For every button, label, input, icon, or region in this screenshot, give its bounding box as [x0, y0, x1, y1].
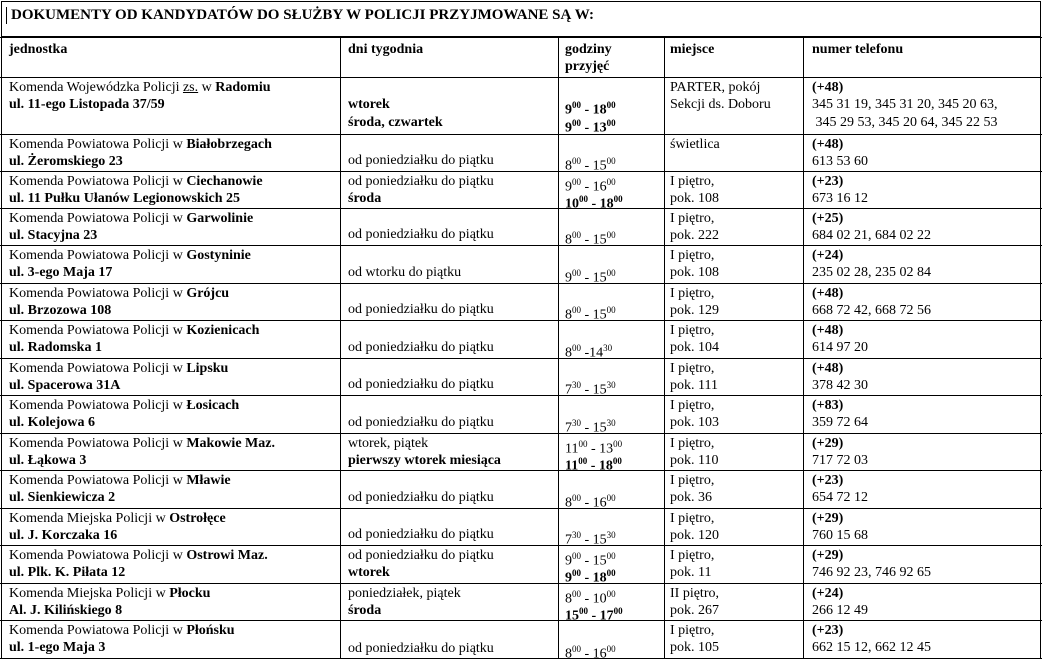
hours-from: 8	[565, 495, 572, 511]
reception-days: od poniedziałku do piątku	[348, 153, 494, 168]
hours-from-minutes: 00	[572, 589, 581, 599]
phone-area-code: (+48)	[812, 137, 844, 152]
reception-place: I piętro,	[670, 174, 715, 189]
hours-from: 8	[565, 646, 572, 659]
row-divider	[0, 508, 1042, 509]
reception-place: I piętro,	[670, 436, 715, 451]
header-unit: jednostka	[9, 42, 68, 57]
unit-type: Komenda Powiatowa Policji w	[9, 137, 187, 152]
reception-days: środa	[348, 603, 382, 618]
column-divider	[1040, 37, 1041, 659]
reception-place: I piętro,	[670, 323, 715, 338]
reception-hours	[565, 190, 623, 214]
hours-to-minutes: 00	[606, 230, 616, 240]
hours-separator: -	[587, 441, 600, 457]
phone-area-code: (+25)	[812, 211, 844, 226]
hours-separator: -	[588, 608, 600, 624]
hours-from-minutes: 30	[572, 380, 581, 390]
phone-numbers: 746 92 23, 746 92 65	[812, 565, 931, 580]
row-divider	[0, 583, 1042, 584]
reception-days: od poniedziałku do piątku	[348, 227, 494, 242]
hours-separator: -	[581, 345, 590, 361]
hours-to: 15	[592, 553, 607, 569]
hours-to-minutes: 00	[613, 194, 623, 204]
unit-address: ul. Spacerowa 31A	[9, 378, 121, 393]
unit-type: Komenda Powiatowa Policji w	[9, 174, 187, 189]
phone-numbers: 654 72 12	[812, 490, 868, 505]
reception-days: od poniedziałku do piątku	[348, 340, 494, 355]
unit-name	[9, 79, 271, 97]
reception-days: od poniedziałku do piątku	[348, 302, 494, 317]
reception-days: wtorek, piątek	[348, 436, 429, 451]
reception-days: środa	[348, 191, 382, 206]
unit-address: ul. Kolejowa 6	[9, 415, 95, 430]
reception-place: I piętro,	[670, 548, 715, 563]
hours-to: 15	[592, 382, 607, 398]
unit-address: ul. Plk. K. Piłata 12	[9, 565, 126, 580]
unit-type: Komenda Wojewódzka Policji	[9, 80, 183, 95]
hours-separator: -	[581, 232, 593, 248]
hours-from-minutes: 00	[578, 439, 588, 449]
row-divider	[0, 395, 1042, 396]
hours-separator: -	[588, 196, 600, 212]
hours-to: 15	[592, 270, 607, 286]
column-divider	[340, 37, 341, 659]
hours-from-minutes: 00	[572, 644, 581, 654]
unit-preposition: w	[198, 80, 216, 95]
hours-to: 16	[592, 646, 607, 659]
unit-city: Płońsku	[186, 623, 235, 638]
hours-to: 18	[599, 196, 614, 212]
reception-place: Sekcji ds. Doboru	[670, 97, 771, 112]
reception-place: pok. 103	[670, 415, 719, 430]
hours-from-minutes: 00	[572, 100, 581, 110]
unit-name	[9, 435, 275, 453]
column-divider	[664, 37, 665, 659]
hours-to-minutes: 00	[606, 177, 616, 187]
unit-type: Komenda Powiatowa Policji w	[9, 473, 187, 488]
phone-area-code: (+23)	[812, 473, 844, 488]
reception-place: II piętro,	[670, 586, 719, 601]
hours-from: 7	[565, 532, 572, 548]
phone-numbers: 613 53 60	[812, 154, 868, 169]
unit-name	[9, 510, 226, 528]
phone-area-code: (+83)	[812, 398, 844, 413]
hours-to-minutes: 00	[613, 439, 623, 449]
row-divider	[0, 37, 1042, 38]
unit-city: Makowie Maz.	[186, 436, 275, 451]
reception-hours	[565, 376, 616, 400]
hours-to-minutes: 00	[606, 156, 616, 166]
reception-days: wtorek	[348, 97, 390, 112]
unit-name	[9, 547, 268, 565]
unit-address: ul. 11 Pułku Ułanów Legionowskich 25	[9, 191, 241, 206]
hours-from-minutes: 00	[572, 156, 581, 166]
unit-city: Ostrowi Maz.	[186, 548, 268, 563]
hours-separator: -	[581, 532, 593, 548]
hours-from: 8	[565, 307, 572, 323]
unit-city: Kozienicach	[186, 323, 260, 338]
unit-address: ul. Żeromskiego 23	[9, 154, 123, 169]
phone-numbers: 345 31 19, 345 31 20, 345 20 63,	[812, 97, 998, 112]
reception-hours	[565, 264, 616, 288]
hours-from-minutes: 00	[572, 493, 581, 503]
row-divider	[0, 545, 1042, 546]
hours-separator: -	[581, 570, 593, 586]
hours-to: 15	[592, 307, 607, 323]
hours-to: 13	[599, 441, 614, 457]
unit-name	[9, 322, 259, 340]
hours-to: 15	[592, 158, 607, 174]
reception-place: pok. 108	[670, 265, 719, 280]
phone-area-code: (+23)	[812, 623, 844, 638]
unit-type: Komenda Powiatowa Policji w	[9, 361, 187, 376]
unit-name	[9, 585, 210, 603]
reception-days: od poniedziałku do piątku	[348, 174, 494, 189]
unit-address: ul. 11-ego Listopada 37/59	[9, 97, 165, 112]
hours-from-minutes: 00	[579, 606, 588, 616]
hours-to-minutes: 30	[606, 418, 616, 428]
reception-place: pok. 267	[670, 603, 719, 618]
row-divider	[0, 245, 1042, 246]
hours-to-minutes: 30	[606, 530, 616, 540]
phone-area-code: (+24)	[812, 248, 844, 263]
unit-address: Al. J. Kilińskiego 8	[9, 603, 123, 618]
reception-days: wtorek	[348, 565, 390, 580]
unit-type: Komenda Powiatowa Policji w	[9, 623, 187, 638]
unit-city: Łosicach	[186, 398, 240, 413]
hours-to: 15	[592, 420, 607, 436]
reception-days: poniedziałek, piątek	[348, 586, 461, 601]
reception-place: I piętro,	[670, 398, 715, 413]
hours-to-minutes: 00	[612, 456, 622, 466]
row-divider	[0, 77, 1042, 78]
hours-from-minutes: 30	[572, 530, 581, 540]
reception-days: od poniedziałku do piątku	[348, 548, 494, 563]
phone-numbers: 345 29 53, 345 20 64, 345 22 53	[812, 115, 998, 130]
reception-days: od poniedziałku do piątku	[348, 641, 494, 656]
unit-city: Ciechanowie	[186, 174, 263, 189]
reception-hours	[565, 226, 616, 250]
hours-to-minutes: 00	[606, 644, 616, 654]
hours-separator: -	[581, 179, 593, 195]
hours-to: 18	[598, 458, 613, 474]
reception-days: środa, czwartek	[348, 115, 443, 130]
phone-numbers: 717 72 03	[812, 453, 868, 468]
unit-city: Białobrzegach	[186, 137, 272, 152]
unit-address: ul. Radomska 1	[9, 340, 102, 355]
hours-from-minutes: 00	[572, 268, 581, 278]
unit-type: Komenda Miejska Policji w	[9, 511, 170, 526]
reception-days: pierwszy wtorek miesiąca	[348, 453, 501, 468]
row-divider	[0, 470, 1042, 471]
reception-place: I piętro,	[670, 511, 715, 526]
hours-from-minutes: 00	[578, 456, 588, 466]
hours-from: 8	[565, 232, 572, 248]
unit-name	[9, 360, 228, 378]
unit-address: ul. 3-ego Maja 17	[9, 265, 113, 280]
unit-type: Komenda Powiatowa Policji w	[9, 323, 187, 338]
reception-place: PARTER, pokój	[670, 80, 761, 95]
reception-days: od poniedziałku do piątku	[348, 527, 494, 542]
hours-from: 8	[565, 158, 572, 174]
row-divider	[0, 358, 1042, 359]
unit-city: Ostrołęce	[169, 511, 226, 526]
hours-to-minutes: 00	[606, 268, 616, 278]
header-days: dni tygodnia	[348, 42, 424, 57]
unit-type: Komenda Powiatowa Policji w	[9, 436, 187, 451]
phone-area-code: (+23)	[812, 174, 844, 189]
row-divider	[0, 620, 1042, 621]
hours-from: 11	[565, 441, 579, 457]
reception-place: pok. 120	[670, 528, 719, 543]
unit-city: Mławie	[186, 473, 231, 488]
hours-from: 8	[565, 591, 572, 607]
hours-from-minutes: 00	[572, 551, 581, 561]
reception-days: od poniedziałku do piątku	[348, 490, 494, 505]
hours-from: 9	[565, 102, 572, 118]
unit-type: Komenda Powiatowa Policji w	[9, 211, 187, 226]
hours-to: 18	[592, 102, 607, 118]
hours-to-minutes: 00	[606, 493, 616, 503]
hours-to: 18	[592, 570, 607, 586]
reception-hours	[565, 452, 622, 476]
hours-from-minutes: 30	[572, 418, 581, 428]
phone-numbers: 266 12 49	[812, 603, 868, 618]
reception-place: pok. 108	[670, 191, 719, 206]
reception-days: od wtorku do piątku	[348, 265, 462, 280]
unit-city: Radomiu	[215, 80, 271, 95]
unit-name	[9, 472, 231, 490]
reception-place: pok. 11	[670, 565, 712, 580]
hours-separator: -	[581, 270, 593, 286]
hours-to-minutes: 00	[606, 100, 616, 110]
unit-address: ul. 1-ego Maja 3	[9, 640, 106, 655]
unit-city: Garwolinie	[186, 211, 254, 226]
hours-to: 13	[592, 120, 607, 136]
unit-city: Grójcu	[186, 286, 230, 301]
column-divider	[803, 37, 804, 659]
phone-numbers: 684 02 21, 684 02 22	[812, 228, 931, 243]
hours-to: 15	[592, 232, 607, 248]
phone-numbers: 668 72 42, 668 72 56	[812, 303, 931, 318]
phone-area-code: (+29)	[812, 436, 844, 451]
reception-place: I piętro,	[670, 211, 715, 226]
row-divider	[0, 134, 1042, 135]
reception-place: pok. 36	[670, 490, 712, 505]
hours-separator: -	[581, 553, 593, 569]
phone-area-code: (+48)	[812, 286, 844, 301]
unit-city: Gostyninie	[186, 248, 251, 263]
reception-place: pok. 110	[670, 453, 719, 468]
header-hours-2: przyjęć	[565, 59, 610, 74]
row-divider	[0, 320, 1042, 321]
reception-hours	[565, 640, 616, 659]
unit-city: Lipsku	[186, 361, 229, 376]
hours-separator: -	[581, 102, 593, 118]
hours-from: 11	[565, 458, 579, 474]
hours-from-minutes: 00	[572, 118, 581, 128]
text-cursor	[6, 7, 7, 24]
reception-hours	[565, 114, 616, 138]
hours-from-minutes: 00	[579, 194, 588, 204]
hours-to: 16	[592, 179, 607, 195]
hours-from: 15	[565, 608, 579, 624]
reception-place: I piętro,	[670, 248, 715, 263]
reception-place: pok. 129	[670, 303, 719, 318]
phone-area-code: (+48)	[812, 361, 844, 376]
unit-type: Komenda Miejska Policji w	[9, 586, 170, 601]
hours-to-minutes: 00	[606, 305, 616, 315]
hours-separator: -	[581, 591, 593, 607]
reception-hours	[565, 489, 616, 513]
hours-separator: -	[581, 307, 593, 323]
phone-numbers: 378 42 30	[812, 378, 868, 393]
hours-separator: -	[581, 158, 593, 174]
reception-place: pok. 111	[670, 378, 718, 393]
unit-name	[9, 173, 263, 191]
hours-from-minutes: 00	[572, 568, 581, 578]
phone-numbers: 614 97 20	[812, 340, 868, 355]
title-box	[1, 1, 1041, 37]
hours-separator: -	[581, 420, 593, 436]
unit-city: Płocku	[169, 586, 211, 601]
phone-numbers: 760 15 68	[812, 528, 868, 543]
document-title: DOKUMENTY OD KANDYDATÓW DO SŁUŻBY W POLICJI PRZYJMOWANE SĄ W:	[11, 7, 594, 23]
hours-from: 10	[565, 196, 579, 212]
unit-type: Komenda Powiatowa Policji w	[9, 286, 187, 301]
row-divider	[0, 171, 1042, 172]
phone-area-code: (+48)	[812, 323, 844, 338]
reception-place: I piętro,	[670, 473, 715, 488]
hours-from-minutes: 00	[572, 177, 581, 187]
unit-type: Komenda Powiatowa Policji w	[9, 398, 187, 413]
unit-address: ul. Sienkiewicza 2	[9, 490, 116, 505]
phone-numbers: 235 02 28, 235 02 84	[812, 265, 931, 280]
reception-place: świetlica	[670, 137, 720, 152]
hours-separator: -	[581, 495, 593, 511]
unit-type: Komenda Powiatowa Policji w	[9, 548, 187, 563]
reception-hours	[565, 339, 612, 363]
unit-name	[9, 136, 272, 154]
phone-area-code: (+29)	[812, 548, 844, 563]
phone-numbers: 662 15 12, 662 12 45	[812, 640, 931, 655]
phone-area-code: (+24)	[812, 586, 844, 601]
unit-address: ul. Stacyjna 23	[9, 228, 98, 243]
unit-name	[9, 247, 251, 265]
hours-separator: -	[581, 120, 593, 136]
hours-from: 9	[565, 570, 572, 586]
hours-separator: -	[587, 458, 599, 474]
unit-type: Komenda Powiatowa Policji w	[9, 248, 187, 263]
hours-from: 9	[565, 270, 572, 286]
phone-area-code: (+29)	[812, 511, 844, 526]
hours-separator: -	[581, 646, 593, 659]
hours-to-minutes: 00	[606, 551, 616, 561]
hours-from: 7	[565, 420, 572, 436]
unit-name	[9, 397, 239, 415]
hours-to-minutes: 00	[613, 606, 623, 616]
hours-to-minutes: 30	[606, 380, 616, 390]
hours-to: 14	[589, 345, 604, 361]
column-divider	[558, 37, 559, 659]
hours-from: 9	[565, 553, 572, 569]
unit-name	[9, 210, 253, 228]
reception-place: I piętro,	[670, 623, 715, 638]
hours-from-minutes: 00	[572, 230, 581, 240]
header-place: miejsce	[670, 42, 715, 57]
row-divider	[0, 433, 1042, 434]
hours-to-minutes: 00	[606, 589, 616, 599]
row-divider	[0, 283, 1042, 284]
unit-address: ul. J. Korczaka 16	[9, 528, 118, 543]
hours-from: 7	[565, 382, 572, 398]
unit-name	[9, 285, 229, 303]
unit-address: ul. Łąkowa 3	[9, 453, 87, 468]
phone-area-code: (+48)	[812, 80, 844, 95]
hours-to: 15	[592, 532, 607, 548]
reception-hours	[565, 301, 616, 325]
hours-to: 16	[592, 495, 607, 511]
reception-days: od poniedziałku do piątku	[348, 377, 494, 392]
reception-days: od poniedziałku do piątku	[348, 415, 494, 430]
unit-name	[9, 622, 235, 640]
reception-place: I piętro,	[670, 361, 715, 376]
hours-to: 10	[592, 591, 607, 607]
header-phone: numer telefonu	[812, 42, 904, 57]
hours-from: 9	[565, 120, 572, 136]
row-divider	[0, 208, 1042, 209]
hours-to: 17	[599, 608, 614, 624]
phone-numbers: 359 72 64	[812, 415, 868, 430]
hours-to-minutes: 00	[606, 568, 616, 578]
reception-hours	[565, 602, 623, 626]
hours-to-minutes: 00	[606, 118, 616, 128]
phone-numbers: 673 16 12	[812, 191, 868, 206]
unit-seat-abbr: zs.	[182, 80, 199, 95]
hours-from: 8	[565, 345, 572, 361]
hours-from-minutes: 00	[572, 343, 581, 353]
column-divider	[1, 37, 2, 659]
reception-place: pok. 105	[670, 640, 719, 655]
reception-place: pok. 222	[670, 228, 719, 243]
header-hours: godziny	[565, 42, 612, 57]
hours-separator: -	[581, 382, 593, 398]
hours-to-minutes: 30	[603, 343, 613, 353]
unit-address: ul. Brzozowa 108	[9, 303, 112, 318]
reception-place: I piętro,	[670, 286, 715, 301]
hours-from-minutes: 00	[572, 305, 581, 315]
hours-from: 9	[565, 179, 572, 195]
reception-place: pok. 104	[670, 340, 719, 355]
